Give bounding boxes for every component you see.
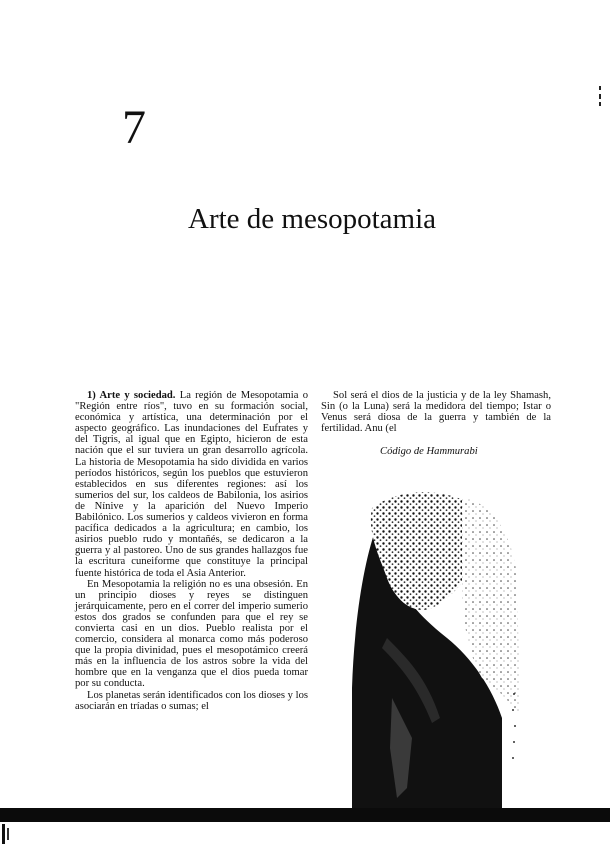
chapter-number: 7 [122,101,146,154]
section-heading: 1) Arte y sociedad. [87,390,176,401]
section-paragraph-1 [75,390,308,579]
chapter-title: Arte de mesopotamia [188,203,437,235]
hammurabi-stele-image [352,488,522,813]
section-paragraph-3: Los planetas serán identificados con los dioses y los asociarán en tríadas o sumas; el [75,689,308,712]
section-paragraph-2: En Mesopotamia la religión no es una obsesión. En un principio dioses y reyes se distinguen jerárquicamente, pero en el correr del imperio sumerio estos dos grados se confunden para que el rey se convierta casi en un dios. Pueblo realista por el comercio, considera al monarca como más poderoso que la propia divinidad, pues el mesopotámico creerá más en la influencia de los astros sobre la vida del hombre que en la venganza que el dios pueda tomar por su conducta. [75,578,308,690]
paragraph-text: La región de Mesopotamia o "Región entre ríos", tuvo en su formación social, económica y artística, una determinación por el aspecto geográfico. Las inundaciones del Eufrates y del Tigris, al igual que en Egipto, hicieron de esta nación que el sur tuviera un gran desarrollo agrícola. La historia de Mesopotamia ha sido dividida en varios períodos históricos, según los pueblos que estuvieron establecidos en sus diferentes regiones: así los sumerios del sur, los caldeos de Babilonia, los asirios de Nínive y la aparición del Nuevo Imperio Babilónico. Los sumerios y caldeos vivieron en forma pacífica dedicados a la agricultura; en cambio, los asirios pueblo rudo y montañés, se dedicaron a la guerra y al pastoreo. Uno de sus grandes hallazgos fue la escritura cuneiforme que constituye la principal fuente histórica de toda el Asia Anterior. [75,390,309,579]
scan-artifact [0,822,16,848]
left-text-column [75,390,308,712]
speckle-marks [508,690,520,770]
page-bottom-border [0,808,610,822]
right-text-column [321,390,551,434]
figure-caption: Código de Hammurabi [380,446,478,457]
section-paragraph-4: Sol será el dios de la justicia y de la ley Shamash, Sin (o la Luna) será la medidora del tiempo; Istar o Venus será diosa de la guerra y también de la fertilidad. Anu (el [321,390,551,435]
page-edge-marks [598,86,602,108]
